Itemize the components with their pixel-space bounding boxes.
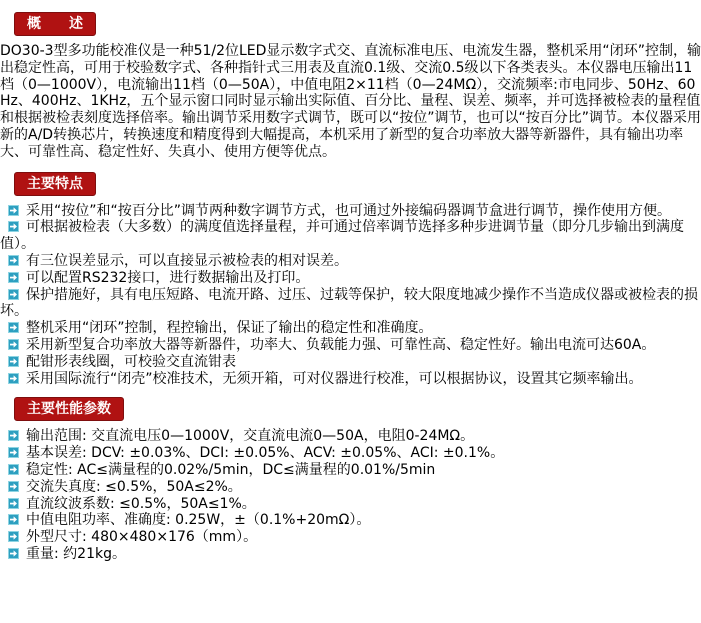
param-list-item [0,445,701,462]
feature-text: 配钳形表线圈，可校验交直流钳表 [26,353,236,370]
arrow-bullet-icon [8,447,19,458]
section-title-overview: 概 述 [14,12,96,36]
param-text: 稳定性: AC≤满量程的0.02%/5min，DC≤满量程的0.01%/5min [26,461,436,478]
feature-list-item [0,203,701,220]
feature-text: 有三位误差显示，可以直接显示被检表的相对误差。 [26,252,348,269]
feature-list-item [0,219,701,253]
arrow-bullet-icon [8,514,19,525]
feature-list-item [0,337,701,354]
params-list [0,428,701,562]
param-list-item [0,546,701,563]
feature-text: 采用新型复合功率放大器等新器件，功率大、负载能力强、可靠性高、稳定性好。输出电流可达60A。 [26,336,656,353]
features-list [0,203,701,388]
arrow-bullet-icon [8,531,19,542]
arrow-bullet-icon [8,221,19,232]
arrow-bullet-icon [8,289,19,300]
feature-text: 采用“按位”和“按百分比”调节两种数字调节方式，也可通过外接编码器调节盒进行调节，操作使用方便。 [26,202,672,219]
arrow-bullet-icon [8,322,19,333]
section-title-params: 主要性能参数 [14,397,124,421]
arrow-bullet-icon [8,548,19,559]
param-text: 重量: 约21kg。 [26,545,126,562]
feature-list-item [0,371,701,388]
feature-text: 可以配置RS232接口，进行数据输出及打印。 [26,269,310,286]
param-list-item [0,529,701,546]
param-list-item [0,462,701,479]
param-list-item [0,512,701,529]
arrow-bullet-icon [8,356,19,367]
feature-text: 整机采用“闭环”控制，程控输出，保证了输出的稳定性和准确度。 [26,320,433,337]
arrow-bullet-icon [8,205,19,216]
arrow-bullet-icon [8,255,19,266]
feature-list-item [0,253,701,270]
param-text: 外型尺寸: 480×480×176（mm）。 [26,529,258,546]
feature-list-item [0,320,701,337]
param-text: 基本误差: DCV: ±0.03%、DCI: ±0.05%、ACV: ±0.05%、ACI: ±0.1%。 [26,445,505,462]
feature-list-item [0,354,701,371]
arrow-bullet-icon [8,481,19,492]
param-text: 交流失真度: ≤0.5%，50A≤2%。 [26,478,242,495]
param-text: 中值电阻功率、准确度: 0.25W，±（0.1%+20mΩ）。 [26,512,371,529]
section-title-features: 主要特点 [14,172,96,196]
feature-list-item [0,270,701,287]
arrow-bullet-icon [8,373,19,384]
feature-text: 采用国际流行“闭壳”校准技术，无须开箱，可对仪器进行校准，可以根据协议，设置其它频率输出。 [26,370,643,387]
param-list-item [0,479,701,496]
arrow-bullet-icon [8,498,19,509]
feature-text: 可根据被检表（大多数）的满度值选择量程，并可通过倍率调节选择多种步进调节量（即分几步输出到满度值）。 [0,219,684,253]
overview-paragraph: DO30-3型多功能校准仪是一种51/2位LED显示数字式交、直流标准电压、电流发生器，整机采用“闭环”控制，输出稳定性高，可用于校验数字式、各种指针式三用表及直流0.1级、交流0.5级以下各类表头。本仪器电压输出11档（0—1000V），电流输出11档（0—50A），中值电阻2×11档（0—24MΩ），交流频率:市电同步、50Hz、60Hz、400Hz、1KHz，五个显示窗口同时显示输出实际值、百分比、量程、误差、频率，并可选择被检表的量程值和根据被检表刻度选择倍率。输出调节采用数字式调节，既可以“按位”调节，也可以“按百分比”调节。本仪器采用新的A/D转换芯片，转换速度和精度得到大幅提高，本机采用了新型的复合功率放大器等新器件，具有输出功率大、可靠性高、稳定性好、失真小、使用方便等优点。 [0,43,701,160]
param-list-item [0,496,701,513]
arrow-bullet-icon [8,272,19,283]
arrow-bullet-icon [8,464,19,475]
feature-list-item [0,287,701,321]
param-text: 输出范围: 交直流电压0—1000V，交直流电流0—50A，电阻0-24MΩ。 [26,428,475,445]
feature-text: 保护措施好，具有电压短路、电流开路、过压、过载等保护，较大限度地减少操作不当造成仪器或被检表的损坏。 [0,286,698,320]
arrow-bullet-icon [8,339,19,350]
param-list-item [0,428,701,445]
param-text: 直流纹波系数: ≤0.5%，50A≤1%。 [26,495,256,512]
arrow-bullet-icon [8,430,19,441]
